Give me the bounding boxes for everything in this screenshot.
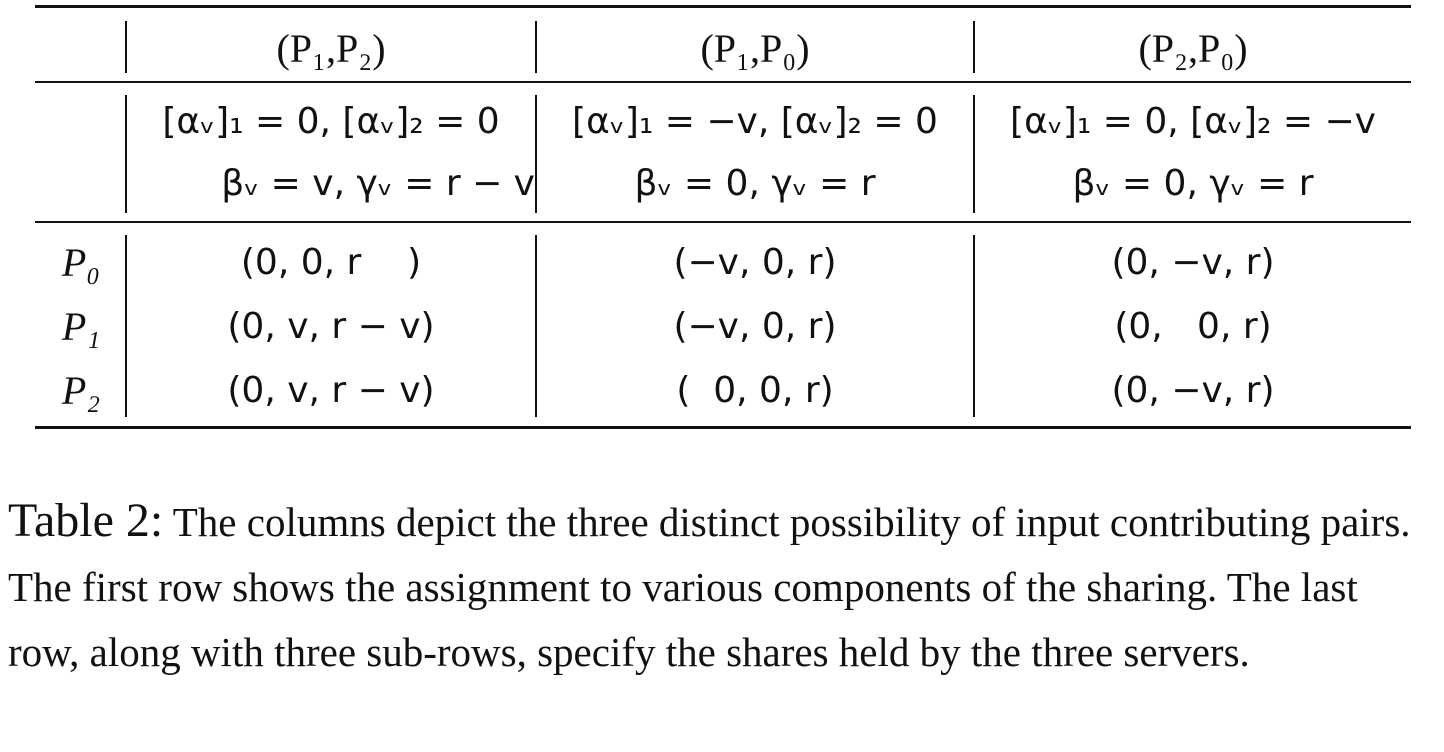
share-cell: (0, v, r − v): [227, 369, 435, 411]
column-header: (P₁,P₂): [276, 25, 386, 71]
top-rule: [35, 5, 1411, 8]
share-cell: (−v, 0, r): [673, 305, 837, 347]
share-cell: (−v, 0, r): [673, 241, 837, 283]
shares-table: [35, 5, 1411, 430]
bottom-rule: [35, 426, 1411, 429]
caption-label: Table 2:: [8, 494, 164, 547]
column-header: (P₂,P₀): [1138, 25, 1248, 71]
row-label: P₁: [61, 303, 101, 349]
share-cell: (0, v, r − v): [227, 305, 435, 347]
caption-text: The columns depict the three distinct possibility of input contributing pairs. The first row shows the assignment to various components of the sharing. The last row, along with three sub-rows, specify the shares held by the three servers.: [8, 499, 1411, 675]
share-cell: ( 0, 0, r): [676, 369, 834, 411]
beta-gamma-assignment: βᵥ = 0, γᵥ = r: [1072, 162, 1314, 204]
row-label: P₂: [61, 367, 101, 413]
share-cell: (0, 0, r): [1114, 305, 1272, 347]
column-header: (P₁,P₀): [700, 25, 810, 71]
alpha-assignment: [αᵥ]₁ = −v, [αᵥ]₂ = 0: [572, 100, 938, 142]
beta-gamma-assignment: βᵥ = v, γᵥ = r − v: [221, 162, 535, 204]
header-rule: [35, 81, 1411, 83]
row-label: P₀: [61, 239, 101, 285]
share-cell: (0, 0, r ): [240, 241, 422, 283]
beta-gamma-assignment: βᵥ = 0, γᵥ = r: [634, 162, 876, 204]
table-caption: [8, 488, 1438, 685]
alpha-assignment: [αᵥ]₁ = 0, [αᵥ]₂ = 0: [162, 100, 500, 142]
alpha-assignment: [αᵥ]₁ = 0, [αᵥ]₂ = −v: [1010, 100, 1376, 142]
assignment-rule: [35, 221, 1411, 223]
share-cell: (0, −v, r): [1111, 369, 1275, 411]
share-cell: (0, −v, r): [1111, 241, 1275, 283]
